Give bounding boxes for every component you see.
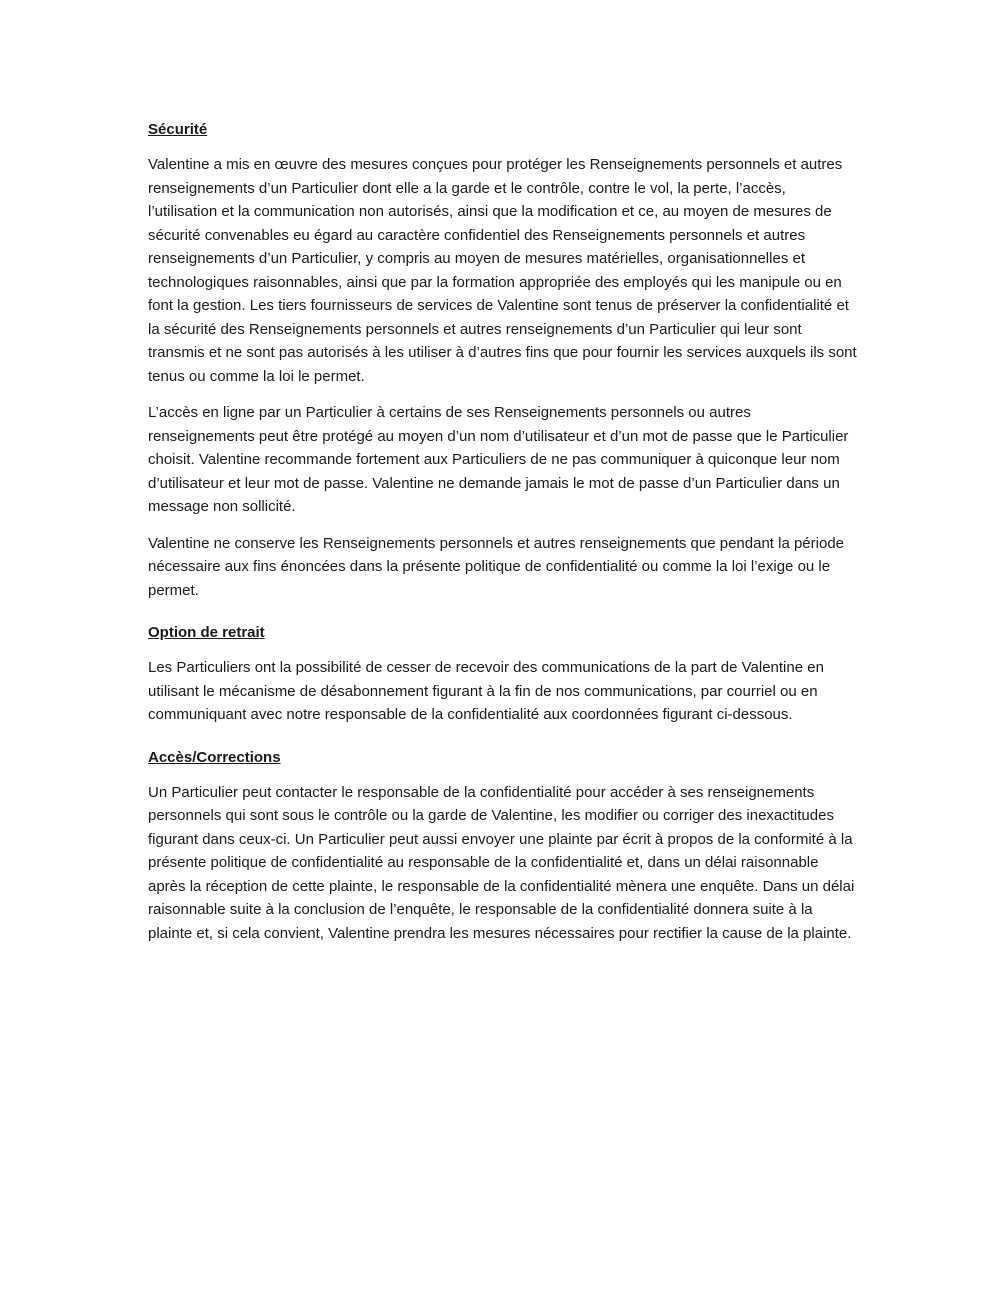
section-heading-option-de-retrait: Option de retrait [148,624,265,641]
paragraph: Valentine a mis en œuvre des mesures conçues pour protéger les Renseignements personnels et autres renseignements d’un Particulier dont elle a la garde et le contrôle, contre le vol, la perte, l’accès, l’utilisation et la communication non autorisés, ainsi que la modification et ce, au moyen de mesures de sécurité convenables eu égard au caractère confidentiel des Renseignements personnels et autres renseignements d’un Particulier, y compris au moyen de mesures matérielles, organisationnelles et technologiques raisonnables, ainsi que par la formation appropriée des employés qui les manipule ou en font la gestion. Les tiers fournisseurs de services de Valentine sont tenus de préserver la confidentialité et la sécurité des Renseignements personnels et autres renseignements d’un Particulier qui leur sont transmis et ne sont pas autorisés à les utiliser à d’autres fins que pour fournir les services auxquels ils sont tenus ou comme la loi le permet. [148,156,857,385]
section-heading-acces-corrections: Accès/Corrections [148,748,281,766]
section-acces-corrections [148,746,858,946]
paragraph: Un Particulier peut contacter le responsable de la confidentialité pour accéder à ses renseignements personnels qui sont sous le contrôle ou la garde de Valentine, les modifier ou corriger des inexactitudes figurant dans ceux-ci. Un Particulier peut aussi envoyer une plainte par écrit à propos de la conformité à la présente politique de confidentialité au responsable de la confidentialité et, dans un délai raisonnable après la réception de cette plainte, le responsable de la confidentialité mènera une enquête. Dans un délai raisonnable suite à la conclusion de l’enquête, le responsable de la confidentialité donnera suite à la plainte et, si cela convient, Valentine prendra les mesures nécessaires pour rectifier la cause de la plainte. [148,783,855,942]
section-option-de-retrait [148,621,858,727]
paragraph: Valentine ne conserve les Renseignements personnels et autres renseignements que pendant la période nécessaire aux fins énoncées dans la présente politique de confidentialité ou comme la loi l’exige ou le permet. [148,534,845,599]
paragraph: Les Particuliers ont la possibilité de cesser de recevoir des communications de la part de Valentine en utilisant le mécanisme de désabonnement figurant à la fin de nos communications, par courriel ou en communiquant avec notre responsable de la confidentialité aux coordonnées figurant ci-dessous. [148,659,824,723]
section-securite [148,118,858,602]
paragraph: L’accès en ligne par un Particulier à certains de ses Renseignements personnels ou autres renseignements peut être protégé au moyen d’un nom d’utilisateur et d’un mot de passe que le Particulier choisit. Valentine recommande fortement aux Particuliers de ne pas communiquer à quiconque leur nom d’utilisateur et leur mot de passe. Valentine ne demande jamais le mot de passe d’un Particulier dans un message non sollicité. [148,404,849,515]
section-heading-securite: Sécurité [148,121,208,138]
